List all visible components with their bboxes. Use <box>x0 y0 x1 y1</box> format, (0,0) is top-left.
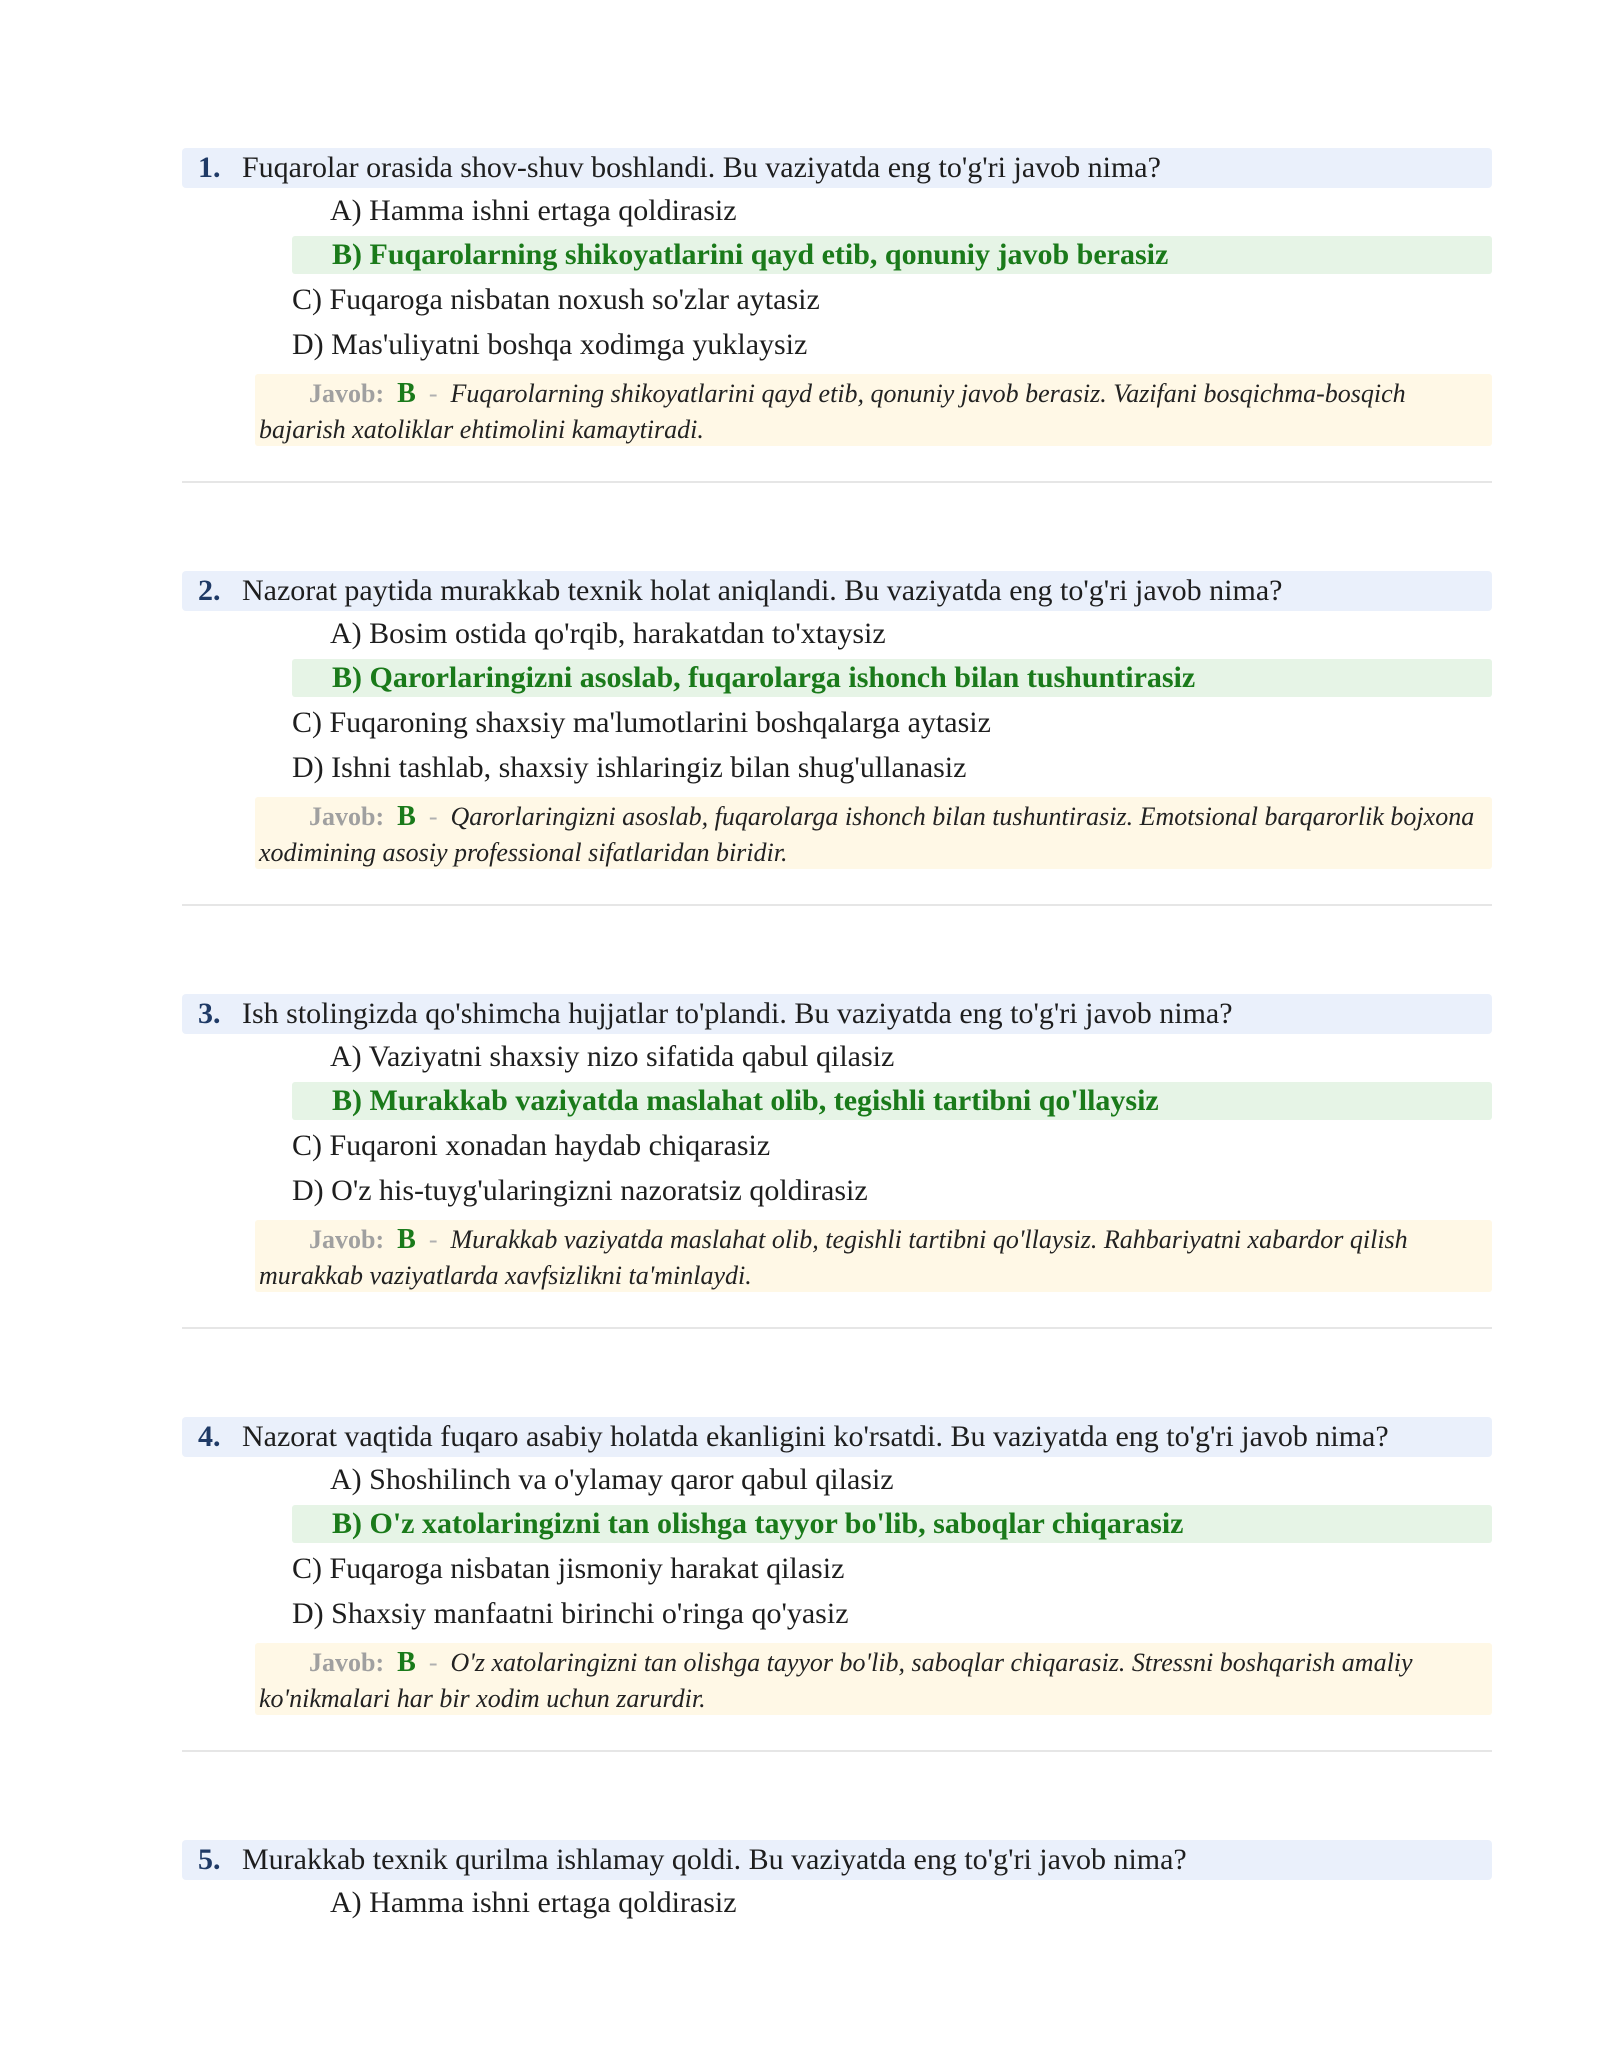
answer-letter: B <box>397 1224 416 1255</box>
section-divider <box>182 1750 1492 1752</box>
question-number: 5. <box>198 1843 221 1876</box>
answer-explanation-text <box>259 1645 1479 1717</box>
question-text: Murakkab texnik qurilma ishlamay qoldi. Bu vaziyatda eng to'g'ri javob nima? <box>242 1843 1187 1876</box>
answer-letter: B <box>397 1647 416 1678</box>
answer-label: Javob: <box>309 1225 385 1254</box>
answer-letter: B <box>397 801 416 832</box>
answer-text: O'z xatolaringizni tan olishga tayyor bo'lib, saboqlar chiqarasiz. Stressni boshqarish amaliy ko'nikmalari har bir xodim uchun zarurdir. <box>259 1648 1413 1713</box>
question-number: 3. <box>198 997 221 1030</box>
option-d: D) Shaxsiy manfaatni birinchi o'ringa qo'yasiz <box>292 1597 849 1630</box>
question-text: Nazorat paytida murakkab texnik holat aniqlandi. Bu vaziyatda eng to'g'ri javob nima? <box>242 574 1283 607</box>
option-d: D) Ishni tashlab, shaxsiy ishlaringiz bilan shug'ullanasiz <box>292 751 967 784</box>
question-block-3 <box>0 994 1600 1434</box>
option-b-text: B) Fuqarolarning shikoyatlarini qayd etib, qonuniy javob berasiz <box>332 238 1169 271</box>
answer-separator: - <box>428 1648 438 1677</box>
answer-explanation <box>255 1643 1492 1715</box>
answer-explanation <box>255 1220 1492 1292</box>
option-a: A) Hamma ishni ertaga qoldirasiz <box>330 194 737 227</box>
answer-explanation-text <box>259 799 1479 871</box>
option-c: C) Fuqaroni xonadan haydab chiqarasiz <box>292 1129 771 1162</box>
option-b-correct <box>292 1505 1492 1543</box>
answer-separator: - <box>428 379 438 408</box>
question-number: 2. <box>198 574 221 607</box>
answer-label: Javob: <box>309 1648 385 1677</box>
section-divider <box>182 481 1492 483</box>
option-a: A) Shoshilinch va o'ylamay qaror qabul qilasiz <box>330 1463 894 1496</box>
answer-explanation <box>255 797 1492 869</box>
question-text: Nazorat vaqtida fuqaro asabiy holatda ekanligini ko'rsatdi. Bu vaziyatda eng to'g'ri javob nima? <box>242 1420 1389 1453</box>
answer-label: Javob: <box>309 802 385 831</box>
question-text: Fuqarolar orasida shov-shuv boshlandi. Bu vaziyatda eng to'g'ri javob nima? <box>242 151 1161 184</box>
answer-text: Fuqarolarning shikoyatlarini qayd etib, qonuniy javob berasiz. Vazifani bosqichma-bosqich bajarish xatoliklar ehtimolini kamaytiradi. <box>259 379 1406 444</box>
question-block-2 <box>0 571 1600 1011</box>
option-a: A) Bosim ostida qo'rqib, harakatdan to'xtaysiz <box>330 617 886 650</box>
question-header <box>182 571 1492 611</box>
answer-explanation <box>255 374 1492 446</box>
option-b-text: B) Qarorlaringizni asoslab, fuqarolarga ishonch bilan tushuntirasiz <box>332 661 1196 694</box>
question-header <box>182 148 1492 188</box>
option-d: D) O'z his-tuyg'ularingizni nazoratsiz qoldirasiz <box>292 1174 868 1207</box>
option-b-text: B) O'z xatolaringizni tan olishga tayyor bo'lib, saboqlar chiqarasiz <box>332 1507 1184 1540</box>
answer-text: Murakkab vaziyatda maslahat olib, tegishli tartibni qo'llaysiz. Rahbariyatni xabardor qilish murakkab vaziyatlarda xavfsizlikni ta'minlaydi. <box>259 1225 1408 1290</box>
question-header <box>182 994 1492 1034</box>
option-a: A) Hamma ishni ertaga qoldirasiz <box>330 1886 737 1919</box>
option-b-correct <box>292 659 1492 697</box>
answer-explanation-text <box>259 1222 1479 1294</box>
question-block-1 <box>0 148 1600 588</box>
section-divider <box>182 904 1492 906</box>
option-b-correct <box>292 236 1492 274</box>
option-c: C) Fuqaroga nisbatan noxush so'zlar aytasiz <box>292 283 820 316</box>
option-d: D) Mas'uliyatni boshqa xodimga yuklaysiz <box>292 328 808 361</box>
option-a: A) Vaziyatni shaxsiy nizo sifatida qabul qilasiz <box>330 1040 895 1073</box>
option-b-text: B) Murakkab vaziyatda maslahat olib, tegishli tartibni qo'llaysiz <box>332 1084 1159 1117</box>
question-block-5 <box>0 1840 1600 1940</box>
section-divider <box>182 1327 1492 1329</box>
question-header <box>182 1840 1492 1880</box>
question-text: Ish stolingizda qo'shimcha hujjatlar to'plandi. Bu vaziyatda eng to'g'ri javob nima? <box>242 997 1233 1030</box>
question-number: 4. <box>198 1420 221 1453</box>
option-b-correct <box>292 1082 1492 1120</box>
question-number: 1. <box>198 151 221 184</box>
answer-explanation-text <box>259 376 1479 448</box>
answer-text: Qarorlaringizni asoslab, fuqarolarga ishonch bilan tushuntirasiz. Emotsional barqarorlik bojxona xodimining asosiy professional sifatlaridan biridir. <box>259 802 1475 867</box>
answer-separator: - <box>428 1225 438 1254</box>
answer-label: Javob: <box>309 379 385 408</box>
option-c: C) Fuqaroga nisbatan jismoniy harakat qilasiz <box>292 1552 845 1585</box>
answer-letter: B <box>397 378 416 409</box>
answer-separator: - <box>428 802 438 831</box>
question-header <box>182 1417 1492 1457</box>
question-block-4 <box>0 1417 1600 1857</box>
option-c: C) Fuqaroning shaxsiy ma'lumotlarini boshqalarga aytasiz <box>292 706 991 739</box>
